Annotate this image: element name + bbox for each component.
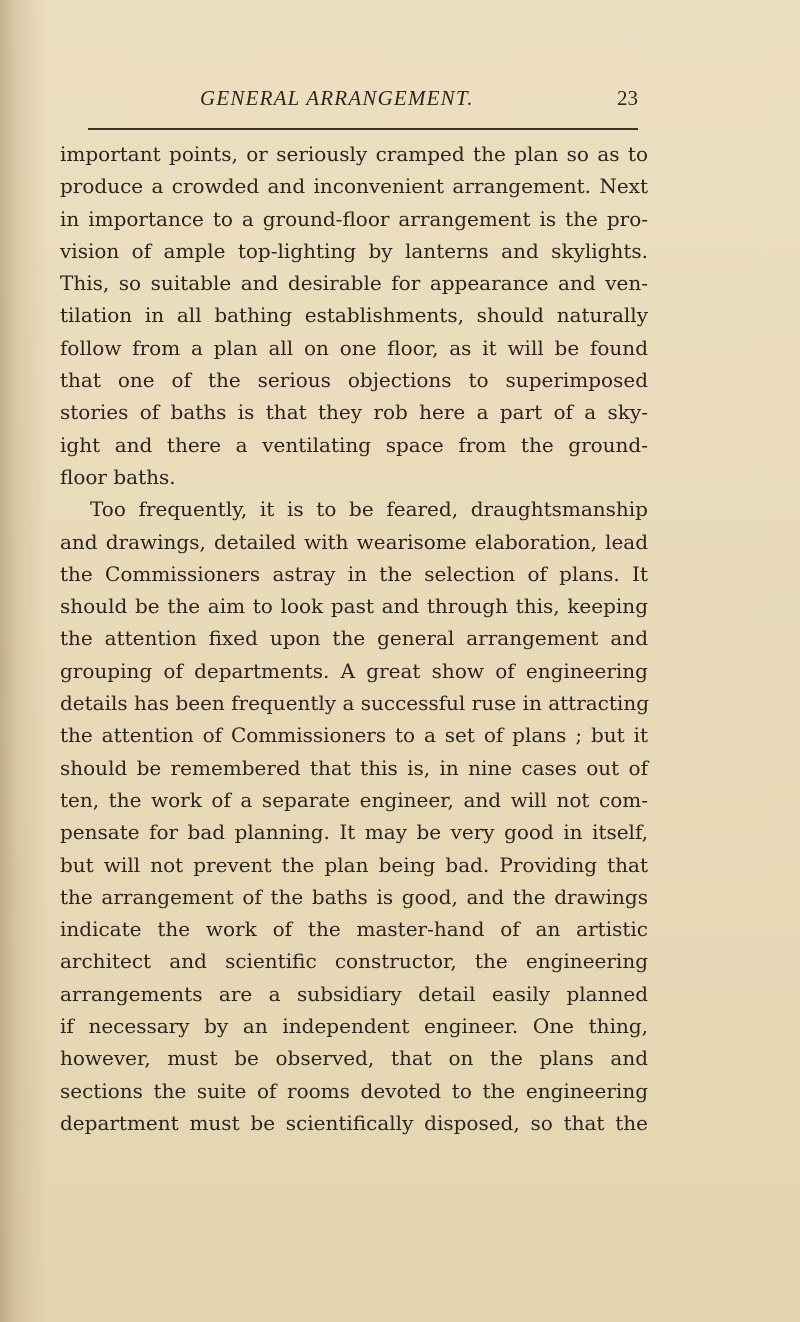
text-line-15: should be the aim to look past and through this, keeping — [60, 594, 648, 619]
text-line-16: the attention fixed upon the general arrangement and — [60, 626, 648, 651]
text-line-5: This, so suitable and desirable for appearance and ven- — [60, 271, 648, 296]
text-line-17: grouping of departments. A great show of engineering — [60, 658, 648, 683]
text-line-28: if necessary by an independent engineer. One thing, — [60, 1014, 648, 1039]
body-text — [60, 138, 648, 1139]
page-header — [60, 86, 638, 116]
text-line-7: follow from a plan all on one floor, as it will be found — [60, 335, 648, 360]
text-line-26: architect and scientific constructor, the engineering — [60, 949, 648, 974]
running-title: GENERAL ARRANGEMENT. — [200, 86, 474, 110]
text-line-22: pensate for bad planning. It may be very good in itself, — [60, 820, 648, 845]
text-line-29: however, must be observed, that on the plans and — [60, 1046, 648, 1071]
page-number: 23 — [617, 86, 638, 110]
text-line-14: the Commissioners astray in the selection of plans. It — [60, 561, 648, 586]
text-line-10: ight and there a ventilating space from the ground- — [60, 432, 648, 457]
header-rule — [88, 128, 638, 130]
text-line-8: that one of the serious objections to superimposed — [60, 368, 648, 393]
text-line-3: in importance to a ground-floor arrangement is the pro- — [60, 206, 648, 231]
text-line-11: floor baths. — [60, 464, 176, 489]
text-line-4: vision of ample top-lighting by lanterns and skylights. — [60, 238, 648, 263]
text-line-30: sections the suite of rooms devoted to the engineering — [60, 1078, 648, 1103]
text-line-6: tilation in all bathing establishments, should naturally — [60, 303, 648, 328]
text-line-24: the arrangement of the baths is good, and the drawings — [60, 884, 648, 909]
text-line-31: department must be scientifically disposed, so that the — [60, 1110, 648, 1135]
text-line-21: ten, the work of a separate engineer, and will not com- — [60, 787, 648, 812]
text-line-13: and drawings, detailed with wearisome elaboration, lead — [60, 529, 648, 554]
text-line-18: details has been frequently a successful ruse in attracting — [60, 691, 650, 716]
text-line-20: should be remembered that this is, in nine cases out of — [60, 755, 648, 780]
text-line-9: stories of baths is that they rob here a part of a sky- — [60, 400, 648, 425]
text-line-27: arrangements are a subsidiary detail easily planned — [60, 981, 648, 1006]
text-line-12: Too frequently, it is to be feared, draughtsmanship — [90, 497, 648, 522]
text-line-23: but will not prevent the plan being bad. Providing that — [60, 852, 648, 877]
text-line-19: the attention of Commissioners to a set of plans ; but it — [60, 723, 648, 748]
text-line-25: indicate the work of the master-hand of an artistic — [60, 917, 648, 942]
text-line-2: produce a crowded and inconvenient arrangement. Next — [60, 174, 648, 199]
text-line-1: important points, or seriously cramped the plan so as to — [60, 142, 648, 166]
